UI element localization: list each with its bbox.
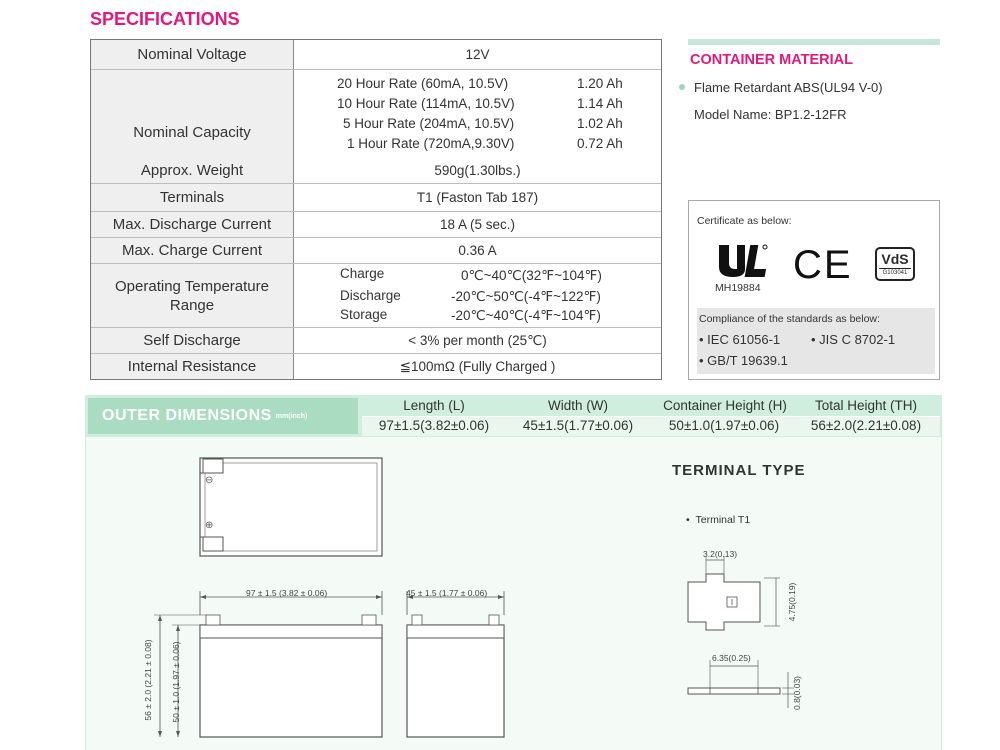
capacity-value: 1.02 Ah bbox=[577, 116, 623, 131]
bullet-icon bbox=[679, 84, 685, 90]
ce-mark-icon: CE bbox=[793, 243, 853, 287]
spec-row-approx-weight bbox=[91, 158, 661, 184]
temp-value: -20℃~40℃(-4℉~104℉) bbox=[451, 308, 601, 323]
spec-label: Max. Discharge Current bbox=[91, 212, 294, 237]
dim-header-total-height: Total Height (TH) bbox=[814, 398, 918, 413]
certificate-intro: Certificate as below: bbox=[697, 215, 792, 227]
spec-value: 0.36 A bbox=[458, 243, 497, 258]
vds-mark-icon bbox=[875, 247, 915, 281]
spec-label: Terminals bbox=[91, 184, 294, 211]
terminal-type-heading: TERMINAL TYPE bbox=[672, 462, 806, 479]
outer-dimensions-title: OUTER DIMENSIONS bbox=[102, 407, 272, 424]
dim-value-length: 97±1.5(3.82±0.06) bbox=[378, 418, 490, 433]
bullet-icon: • bbox=[699, 332, 708, 347]
spec-row-max-discharge bbox=[91, 212, 661, 238]
ul-number: MH19884 bbox=[715, 282, 761, 294]
temp-mode: Charge bbox=[340, 266, 385, 281]
capacity-value: 1.20 Ah bbox=[577, 76, 623, 91]
bullet-icon: • bbox=[811, 332, 820, 347]
spec-row-self-discharge bbox=[91, 328, 661, 354]
terminal-thickness-label: 0.8(0.03) bbox=[792, 675, 802, 711]
operating-temp-label-line1: Operating Temperature bbox=[115, 277, 269, 295]
terminal-length-label: 6.35(0.25) bbox=[712, 653, 751, 663]
outer-dimensions-unit: mm(inch) bbox=[275, 412, 308, 420]
section-divider bbox=[688, 39, 940, 45]
outer-dimensions-title-cell bbox=[88, 398, 358, 434]
vds-number: G103041 bbox=[879, 268, 911, 277]
spec-label: Self Discharge bbox=[91, 328, 294, 353]
dim-header-container-height: Container Height (H) bbox=[663, 398, 787, 413]
standard-item bbox=[699, 353, 788, 368]
standard-label: GB/T 19639.1 bbox=[707, 353, 788, 368]
dim-value-width: 45±1.5(1.77±0.06) bbox=[522, 418, 634, 433]
spec-label: Internal Resistance bbox=[91, 354, 294, 379]
container-material-heading: CONTAINER MATERIAL bbox=[690, 52, 853, 68]
dim-header-width: Width (W) bbox=[548, 398, 608, 413]
container-height-dimension-label: 50 ± 1.0 (1.97 ± 0.06) bbox=[171, 641, 181, 723]
battery-side-view-drawing bbox=[400, 585, 510, 740]
spec-label: Nominal Voltage bbox=[91, 40, 294, 69]
capacity-rate: 5 Hour Rate (204mA, 10.5V) bbox=[343, 116, 515, 131]
vds-label: VdS bbox=[881, 251, 909, 267]
capacity-rate: 20 Hour Rate (60mA, 10.5V) bbox=[337, 76, 509, 91]
spec-value: 18 A (5 sec.) bbox=[439, 217, 516, 232]
spec-label: Max. Charge Current bbox=[91, 238, 294, 263]
bullet-icon: • bbox=[699, 353, 708, 368]
battery-top-view-drawing bbox=[195, 455, 387, 560]
length-dimension-label: 97 ± 1.5 (3.82 ± 0.06) bbox=[246, 588, 328, 598]
bullet-icon: • bbox=[686, 514, 696, 526]
outer-dimensions-band bbox=[85, 395, 942, 437]
spec-value: < 3% per month (25℃) bbox=[408, 332, 547, 348]
temp-value: -20℃~50℃(-4℉~122℉) bbox=[451, 289, 601, 304]
capacity-rate: 1 Hour Rate (720mA,9.30V) bbox=[347, 136, 515, 151]
specifications-table bbox=[90, 39, 662, 380]
spec-label: Approx. Weight bbox=[91, 158, 294, 183]
standard-label: JIS C 8702-1 bbox=[819, 332, 896, 347]
temp-mode: Storage bbox=[340, 307, 388, 322]
container-material-value: Flame Retardant ABS(UL94 V-0) bbox=[694, 80, 883, 95]
spec-row-operating-temperature bbox=[91, 264, 661, 328]
spec-value: 12V bbox=[465, 47, 490, 62]
capacity-rate: 10 Hour Rate (114mA, 10.5V) bbox=[337, 96, 515, 111]
dim-value-container-height: 50±1.0(1.97±0.06) bbox=[668, 418, 780, 433]
dim-header-length: Length (L) bbox=[403, 398, 465, 413]
spec-row-internal-resistance bbox=[91, 354, 661, 379]
outer-dimensions-table bbox=[362, 396, 940, 436]
compliance-title: Compliance of the standards as below: bbox=[699, 313, 880, 325]
capacity-value: 1.14 Ah bbox=[577, 96, 623, 111]
spec-row-nominal-voltage bbox=[91, 40, 661, 70]
operating-temp-label-line2: Range bbox=[169, 296, 215, 314]
specifications-heading: SPECIFICATIONS bbox=[90, 9, 240, 29]
spec-label bbox=[91, 264, 294, 327]
compliance-panel bbox=[697, 308, 935, 374]
standard-item bbox=[699, 332, 780, 347]
ul-recognized-icon bbox=[715, 241, 771, 281]
spec-value: T1 (Faston Tab 187) bbox=[416, 190, 539, 205]
terminal-item bbox=[686, 514, 750, 526]
standard-item bbox=[811, 332, 895, 347]
spec-row-max-charge bbox=[91, 238, 661, 264]
certificate-box bbox=[688, 200, 940, 380]
terminal-item-label: Terminal T1 bbox=[695, 514, 751, 526]
minus-terminal-icon: ⊖ bbox=[205, 475, 214, 486]
model-name: Model Name: BP1.2-12FR bbox=[694, 107, 847, 122]
spec-value: 590g(1.30lbs.) bbox=[434, 163, 521, 178]
spec-value: ≦100mΩ (Fully Charged ) bbox=[399, 358, 556, 374]
terminal-height-label: 4.75(0.19) bbox=[787, 582, 797, 622]
width-dimension-label: 45 ± 1.5 (1.77 ± 0.06) bbox=[406, 588, 488, 598]
terminal-width-label: 3.2(0.13) bbox=[703, 549, 738, 559]
total-height-dimension-label: 56 ± 2.0 (2.21 ± 0.08) bbox=[143, 639, 153, 721]
temp-mode: Discharge bbox=[340, 288, 401, 303]
plus-terminal-icon: ⊕ bbox=[205, 520, 214, 531]
temp-value: 0℃~40℃(32℉~104℉) bbox=[461, 268, 602, 283]
spec-row-terminals bbox=[91, 184, 661, 212]
spec-label: Nominal Capacity bbox=[91, 70, 294, 195]
dim-value-total-height: 56±2.0(2.21±0.08) bbox=[810, 418, 922, 433]
standard-label: IEC 61056-1 bbox=[707, 332, 781, 347]
capacity-value: 0.72 Ah bbox=[577, 136, 623, 151]
